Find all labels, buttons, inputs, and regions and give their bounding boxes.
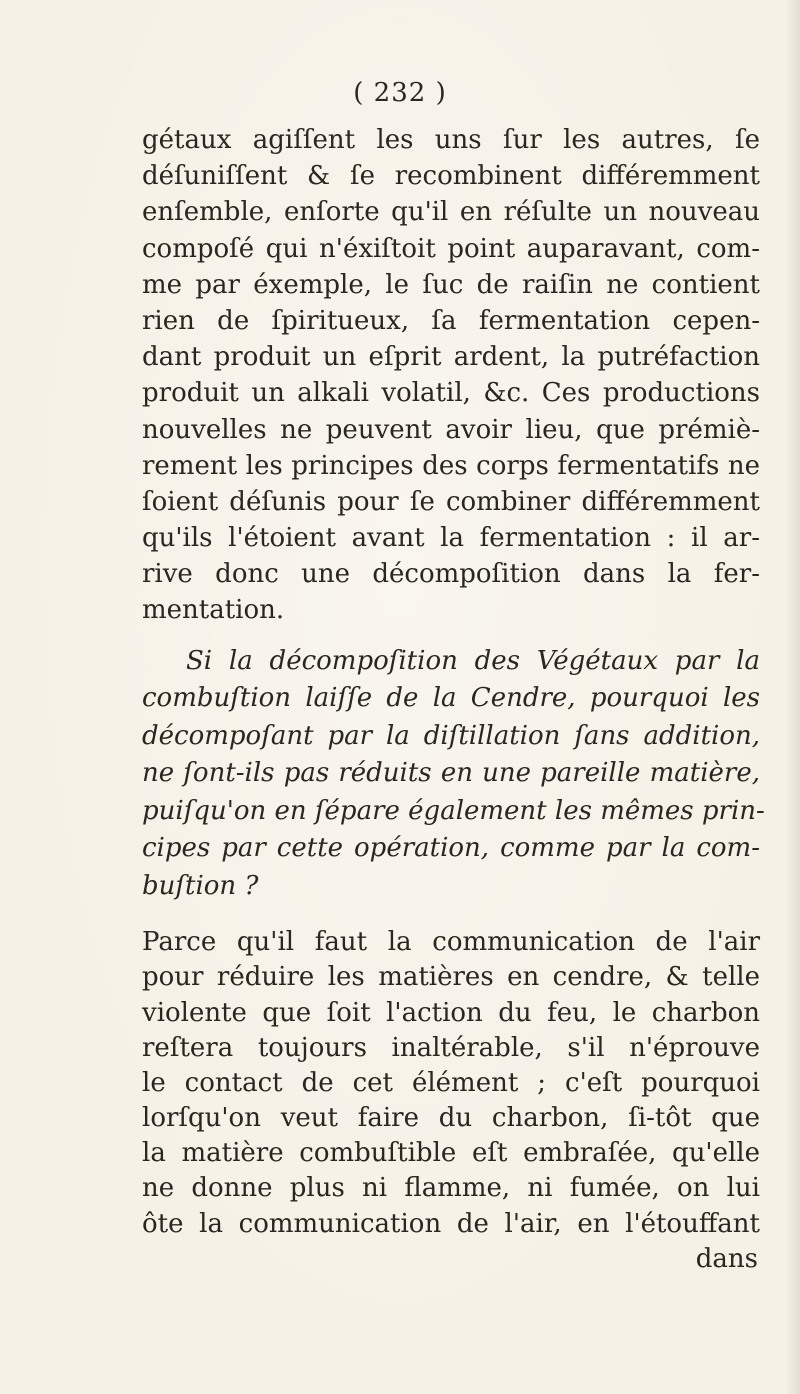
- question-line: combuſtion laiſſe de la Cendre, pourquoi les: [142, 683, 760, 714]
- question-line: buſtion ?: [142, 870, 259, 901]
- answer-line: ôte la communication de l'air, en l'étouffant: [142, 1208, 760, 1239]
- question-line: ne ſont-ils pas réduits en une pareille matière,: [142, 758, 760, 789]
- paragraph-fermentation: [142, 122, 760, 629]
- answer-line: le contact de cet élément ; c'eſt pourquoi: [142, 1067, 760, 1098]
- text-line: rien de ſpiritueux, ſa fermentation cepen-: [142, 305, 760, 336]
- answer-paragraph: [142, 925, 760, 1277]
- text-line: dant produit un eſprit ardent, la putréfaction: [142, 342, 760, 373]
- answer-line: la matière combuſtible eſt embraſée, qu'elle: [142, 1138, 760, 1169]
- answer-line: pour réduire les matières en cendre, & telle: [142, 962, 760, 993]
- answer-line: ne donne plus ni flamme, ni fumée, on lui: [142, 1173, 760, 1204]
- text-line: nouvelles ne peuvent avoir lieu, que prémiè-: [142, 414, 760, 445]
- text-body: [142, 122, 765, 1277]
- question-paragraph: [142, 643, 765, 906]
- text-line: rive donc une décompoſition dans la fer-: [142, 559, 760, 590]
- question-line: décompoſant par la diſtillation ſans addition,: [142, 720, 760, 751]
- text-line: me par éxemple, le ſuc de raiſin ne contient: [142, 269, 760, 300]
- text-line: enſemble, enſorte qu'il en réſulte un nouveau: [142, 197, 760, 228]
- text-line: qu'ils l'étoient avant la fermentation : il ar-: [142, 523, 760, 554]
- page-edge-shadow: [786, 0, 800, 1394]
- question-line: puiſqu'on en ſépare également les mêmes prin-: [142, 795, 765, 826]
- answer-line: lorſqu'on veut faire du charbon, ſi-tôt que: [142, 1103, 760, 1134]
- text-line: ſoient déſunis pour ſe combiner différemment: [142, 486, 760, 517]
- text-line: gétaux agiſſent les uns ſur les autres, ſe: [142, 125, 760, 155]
- question-line: cipes par cette opération, comme par la com-: [142, 833, 760, 864]
- text-line: produit un alkali volatil, &c. Ces productions: [142, 378, 760, 409]
- catchword: dans: [695, 1243, 758, 1274]
- answer-line: reſtera toujours inaltérable, s'il n'éprouve: [142, 1032, 760, 1063]
- question-line: Si la décompoſition des Végétaux par la: [186, 645, 760, 676]
- answer-line: violente que ſoit l'action du feu, le charbon: [142, 997, 760, 1028]
- answer-line: Parce qu'il faut la communication de l'air: [142, 927, 760, 958]
- text-line: rement les principes des corps fermentatifs ne: [142, 450, 760, 481]
- text-line: compoſé qui n'éxiſtoit point auparavant, com-: [142, 233, 760, 264]
- text-line: déſuniſſent & ſe recombinent différemment: [142, 161, 760, 192]
- text-line: mentation.: [142, 595, 285, 626]
- page-number: ( 232 ): [353, 78, 447, 108]
